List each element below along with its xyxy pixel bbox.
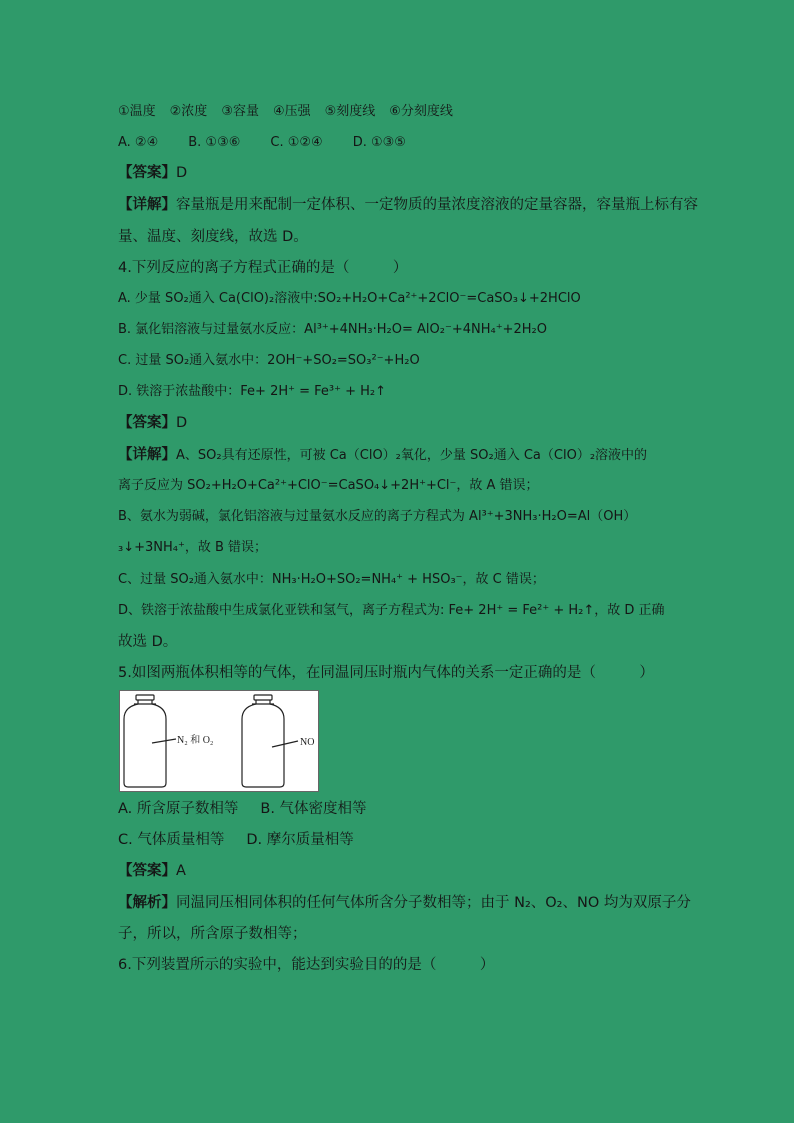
q4-detail-line: C、过量 SO₂通入氨水中：NH₃·H₂O+SO₂=NH₄⁺ + HSO₃⁻，故 C 错误；	[118, 572, 545, 587]
q5-stem: 5.如图两瓶体积相等的气体，在同温同压时瓶内气体的关系一定正确的是（ ）	[118, 665, 654, 681]
analysis-tag: 【解析】	[118, 895, 176, 911]
bottles-diagram	[120, 691, 318, 791]
answer-value: A	[176, 863, 186, 879]
q4-detail-line	[118, 446, 647, 465]
q4-answer	[118, 414, 187, 432]
detail-tag: 【详解】	[118, 197, 176, 213]
q5-options-row-2	[118, 831, 354, 849]
q5-analysis-line: 子，所以，所含原子数相等；	[118, 926, 307, 942]
q4-option-c: C. 过量 SO₂通入氨水中：2OH⁻+SO₂=SO₃²⁻+H₂O	[118, 353, 420, 368]
q3-option-b: B. ①③⑥	[188, 135, 241, 150]
q3-options	[118, 134, 406, 152]
q3-option-c: C. ①②④	[270, 135, 323, 150]
q3-answer	[118, 164, 187, 182]
answer-value: D	[176, 165, 188, 181]
q4-detail-line: D、铁溶于浓盐酸中生成氯化亚铁和氢气，离子方程式为: Fe+ 2H⁺ = Fe²⁺ + H₂↑，故 D 正确	[118, 603, 665, 618]
q4-detail-line: 离子反应为 SO₂+H₂O+Ca²⁺+ClO⁻=CaSO₄↓+2H⁺+Cl⁻，故 A 错误；	[118, 478, 539, 493]
q4-detail-line: ₃↓+3NH₄⁺，故 B 错误；	[118, 540, 268, 555]
q3-items	[118, 103, 453, 121]
q3-item: ①温度	[118, 104, 156, 119]
q5-answer	[118, 862, 186, 880]
answer-tag: 【答案】	[118, 863, 176, 879]
q4-option-a: A. 少量 SO₂通入 Ca(ClO)₂溶液中:SO₂+H₂O+Ca²⁺+2ClO⁻=CaSO₃↓+2HClO	[118, 291, 581, 306]
q4-detail-line: 故选 D。	[118, 634, 178, 650]
bottle-left	[124, 695, 176, 787]
detail-text: A、SO₂具有还原性，可被 Ca（ClO）₂氧化，少量 SO₂通入 Ca（ClO）₂溶液中的	[176, 448, 648, 463]
gas-bottles-figure	[119, 690, 319, 792]
q3-item: ④压强	[272, 104, 311, 119]
q4-option-b: B. 氯化铝溶液与过量氨水反应：Al³⁺+4NH₃·H₂O= AlO₂⁻+4NH₄⁺+2H₂O	[118, 322, 547, 337]
answer-tag: 【答案】	[118, 415, 176, 431]
detail-text: 容量瓶是用来配制一定体积、一定物质的量浓度溶液的定量容器，容量瓶上标有容	[176, 197, 698, 213]
q3-item: ⑥分刻度线	[389, 104, 453, 119]
answer-value: D	[176, 415, 188, 431]
q3-item: ②浓度	[169, 104, 208, 119]
q4-option-d: D. 铁溶于浓盐酸中：Fe+ 2H⁺ = Fe³⁺ + H₂↑	[118, 384, 387, 399]
q5-option-d: D. 摩尔质量相等	[246, 832, 354, 848]
q4-stem: 4.下列反应的离子方程式正确的是（ ）	[118, 260, 408, 276]
q3-detail-line: 量、温度、刻度线，故选 D。	[118, 229, 308, 245]
answer-tag: 【答案】	[118, 165, 176, 181]
q5-options-row-1	[118, 800, 367, 818]
q3-option-d: D. ①③⑤	[352, 135, 406, 150]
bottle-right	[242, 695, 298, 787]
q5-option-b: B. 气体密度相等	[260, 801, 367, 817]
bottle-left-label: N₂ 和 O₂	[177, 735, 214, 746]
detail-tag: 【详解】	[118, 447, 176, 463]
analysis-text: 同温同压相同体积的任何气体所含分子数相等；由于 N₂、O₂、NO 均为双原子分	[176, 895, 691, 911]
bottle-right-label: NO	[300, 737, 315, 748]
q3-detail-line	[118, 196, 698, 214]
q6-stem: 6.下列装置所示的实验中，能达到实验目的的是（ ）	[118, 957, 495, 973]
q5-option-a: A. 所含原子数相等	[118, 801, 239, 817]
q4-detail-line: B、氨水为弱碱，氯化铝溶液与过量氨水反应的离子方程式为 Al³⁺+3NH₃·H₂O=Al（OH）	[118, 509, 637, 524]
q5-option-c: C. 气体质量相等	[118, 832, 225, 848]
q3-item: ⑤刻度线	[324, 104, 376, 119]
q3-option-a: A. ②④	[118, 135, 159, 150]
q5-analysis-line	[118, 894, 691, 912]
q3-item: ③容量	[221, 104, 259, 119]
